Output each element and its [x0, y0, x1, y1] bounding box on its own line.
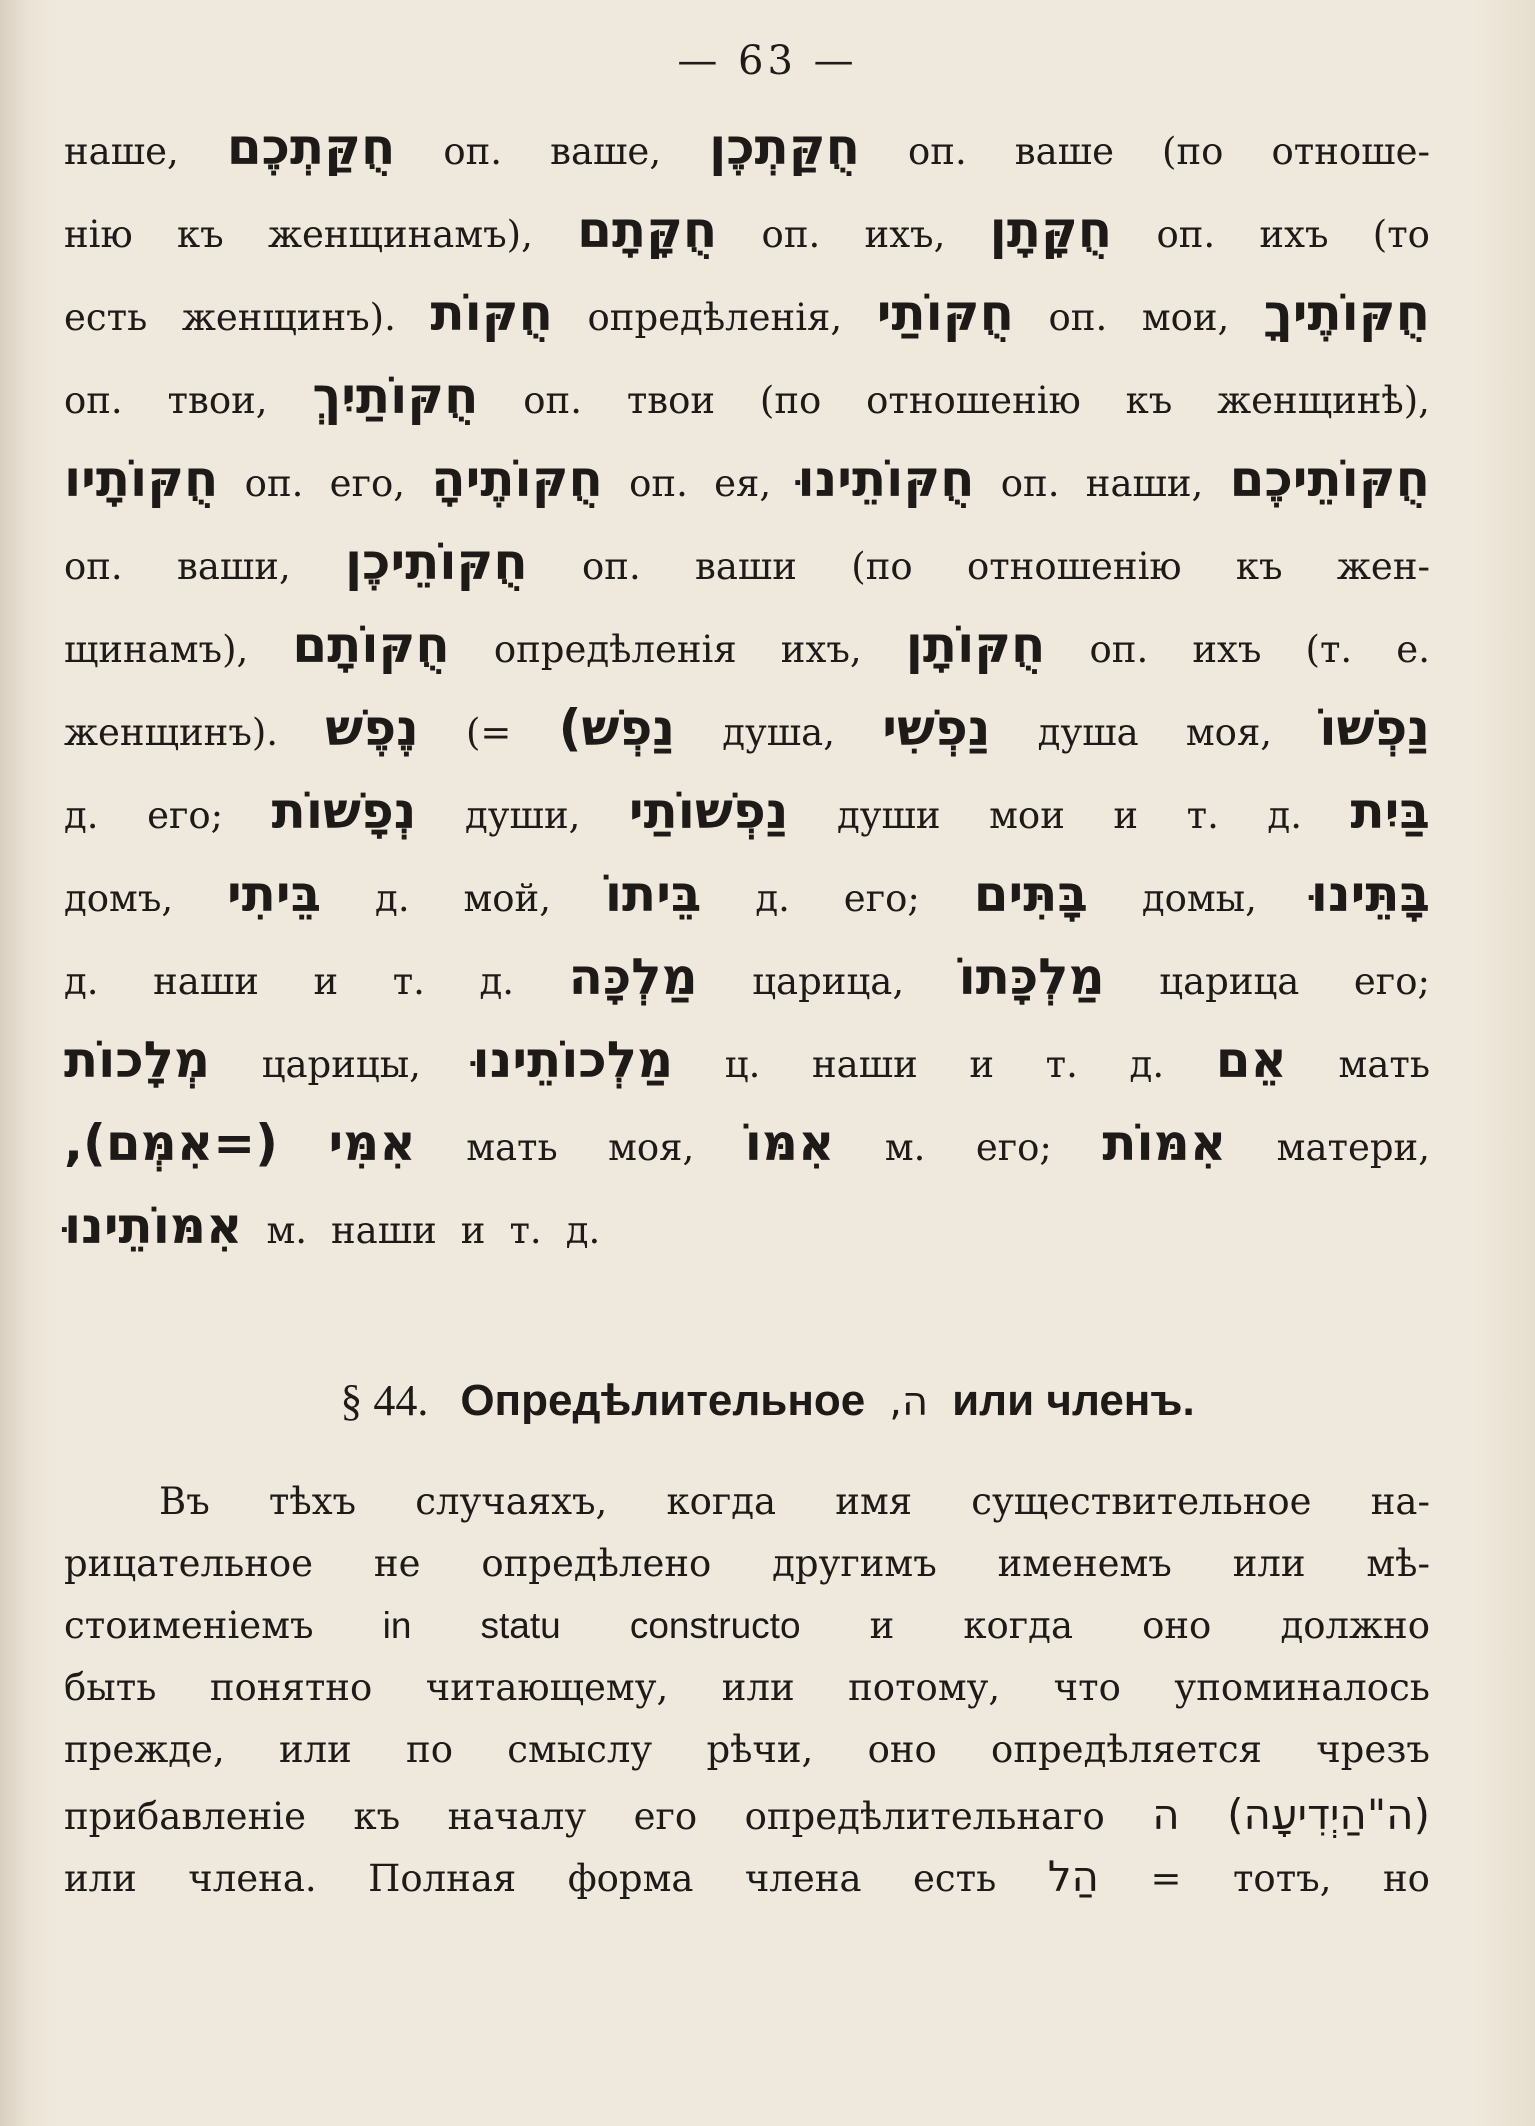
word: домъ,: [64, 877, 174, 920]
hebrew-word: אֵם: [1215, 1031, 1287, 1089]
word: д.: [479, 960, 515, 1003]
word: ваше,: [550, 130, 662, 173]
word: т.: [1186, 794, 1219, 837]
word: по: [406, 1728, 453, 1771]
word: его;: [975, 1126, 1052, 1169]
hebrew-word: מַלְכוֹתֵינוּ: [472, 1031, 674, 1089]
text-line: [64, 367, 1430, 450]
word: оп.: [64, 379, 123, 422]
word: женщинъ).: [181, 296, 396, 339]
word: оп.: [523, 379, 582, 422]
text-line: [64, 201, 1430, 284]
word: рицательное: [64, 1542, 314, 1585]
word: или: [278, 1728, 352, 1771]
hebrew-word: הַל: [1047, 1852, 1099, 1901]
word: constructo: [629, 1605, 801, 1646]
text-line: [64, 284, 1430, 367]
hebrew-word: נֶפֶשׁ: [325, 699, 419, 757]
word: царица,: [752, 960, 905, 1003]
word: смыслу: [507, 1728, 653, 1771]
hebrew-word: (ה"הַיְדִיעָה): [1227, 1790, 1430, 1839]
hebrew-word: בָּתֵּינוּ: [1310, 865, 1430, 923]
word: тотъ,: [1232, 1857, 1332, 1900]
word: нію: [64, 213, 133, 256]
word: наши: [811, 1043, 918, 1086]
hebrew-word: מַלְכָּה: [568, 948, 698, 1006]
paragraph-definite-article: [64, 1480, 1430, 1914]
text-line: [64, 1604, 1430, 1666]
text-line: [64, 1666, 1430, 1728]
word: и: [969, 1043, 995, 1086]
hebrew-word: אִמּוֹ: [744, 1114, 835, 1172]
word: когда: [963, 1604, 1074, 1647]
text-line: [64, 865, 1430, 948]
word: или: [64, 1857, 137, 1900]
word: опредѣлительнаго: [744, 1795, 1105, 1838]
word: м.: [884, 1126, 926, 1169]
word: отношенію: [966, 545, 1182, 588]
word: наши: [331, 1209, 437, 1252]
word: твои: [626, 379, 716, 422]
word: случаяхъ,: [415, 1480, 608, 1523]
word: но: [1382, 1857, 1430, 1900]
word: д.: [1129, 1043, 1165, 1086]
word: началу: [447, 1795, 587, 1838]
hebrew-word: נַפְשׁוֹתַי: [628, 782, 789, 840]
hebrew-word: אִמּוֹת: [1102, 1114, 1227, 1172]
word: опредѣлено: [481, 1542, 712, 1585]
word: къ: [1235, 545, 1283, 588]
hebrew-word: חֻקּוֹתַי: [876, 284, 1014, 342]
word: оп.: [1156, 213, 1216, 256]
word: и: [869, 1604, 895, 1647]
word: его;: [843, 877, 920, 920]
text-line: [64, 699, 1430, 782]
word: ваши,: [177, 545, 291, 588]
word: наши,: [1085, 462, 1204, 505]
word: женщинъ).: [64, 711, 279, 754]
word: имя: [835, 1480, 913, 1523]
paragraph-continued: [64, 118, 1430, 1280]
word: есть: [64, 296, 148, 339]
hebrew-word: בֵּיתִי: [227, 865, 322, 923]
hebrew-word: חֻקּוֹתֵיכֶן: [345, 533, 528, 591]
word: тѣхъ: [268, 1480, 357, 1523]
word: къ: [353, 1795, 401, 1838]
word: оп.: [761, 213, 821, 256]
word: и: [460, 1209, 486, 1252]
word: наше,: [64, 130, 179, 173]
word: е.: [1396, 628, 1430, 671]
word: ихъ: [1192, 628, 1262, 671]
word: наши: [153, 960, 259, 1003]
word: или: [721, 1666, 795, 1709]
word: форма: [567, 1857, 694, 1900]
word: (по: [851, 545, 913, 588]
section-heading: [0, 1375, 1535, 1426]
word: Въ: [159, 1480, 210, 1523]
word: именемъ: [997, 1542, 1172, 1585]
hebrew-word: חֻקּוֹתַיִךְ: [312, 367, 479, 425]
text-line: [64, 1480, 1430, 1542]
word: д.: [64, 960, 99, 1003]
hebrew-word: חֻקַּתְכֶם: [226, 118, 396, 176]
word: потому,: [848, 1666, 1001, 1709]
word: его;: [147, 794, 224, 837]
word: и: [1113, 794, 1139, 837]
hebrew-word: חֻקָּתָם: [577, 201, 718, 259]
hebrew-word: בֵּיתוֹ: [604, 865, 702, 923]
word: мать: [1338, 1043, 1430, 1086]
word: рѣчи,: [706, 1728, 814, 1771]
word: моя,: [1185, 711, 1273, 754]
word: ихъ,: [780, 628, 862, 671]
word: души,: [465, 794, 581, 837]
hebrew-word: אִמּוֹתֵינוּ: [64, 1197, 243, 1255]
section-number: § 44.: [340, 1376, 429, 1425]
word: мои: [989, 794, 1065, 837]
word: д.: [565, 1209, 601, 1252]
text-line: [64, 1728, 1430, 1790]
word: моя,: [608, 1126, 695, 1169]
word: и: [313, 960, 339, 1003]
word: д.: [64, 794, 99, 837]
word: д.: [755, 877, 790, 920]
word: читающему,: [425, 1666, 669, 1709]
word: царица: [1159, 960, 1300, 1003]
hebrew-word: חֻקּוֹתֶיךָ: [1263, 284, 1430, 342]
word: Полная: [368, 1857, 517, 1900]
word: другимъ: [772, 1542, 937, 1585]
hebrew-word: (=אִמְּם),: [64, 1114, 278, 1172]
text-line: [64, 1542, 1430, 1604]
word: мѣ-: [1366, 1542, 1430, 1585]
word: прибавленіе: [64, 1795, 306, 1838]
word: т.: [509, 1209, 542, 1252]
heading-hebrew-letter: ה,: [889, 1379, 929, 1425]
word: отношенію: [866, 379, 1081, 422]
word: опредѣляется: [991, 1728, 1262, 1771]
word: (т.: [1305, 628, 1353, 671]
word: мои,: [1141, 296, 1230, 339]
hebrew-word: ה: [1152, 1790, 1180, 1839]
word: члена: [744, 1857, 862, 1900]
hebrew-word: בָּתִּים: [973, 865, 1088, 923]
word: оно: [867, 1728, 937, 1771]
word: душа,: [722, 711, 835, 754]
word: прежде,: [64, 1728, 225, 1771]
text-line: [64, 1031, 1430, 1114]
hebrew-word: מַלְכָּתוֹ: [958, 948, 1105, 1006]
word: его,: [329, 462, 405, 505]
text-line: [64, 118, 1430, 201]
hebrew-word: חֻקַּתְכֶן: [709, 118, 860, 176]
hebrew-word: חֻקּוֹתֵינוּ: [797, 450, 975, 508]
hebrew-word: חֻקּוֹתָם: [292, 616, 450, 674]
hebrew-word: חֻקָּתָן: [989, 201, 1113, 259]
word: оп.: [443, 130, 503, 173]
word: женщинѣ),: [1217, 379, 1430, 422]
word: щинамъ),: [64, 628, 249, 671]
text-line: [64, 948, 1430, 1031]
page-number: — 63 —: [677, 38, 858, 84]
word: =: [1150, 1857, 1182, 1900]
text-line: [64, 450, 1430, 533]
word: души: [836, 794, 941, 837]
word: члена.: [188, 1857, 317, 1900]
word: должно: [1280, 1604, 1430, 1647]
heading-title-part1: Опредѣлительное: [460, 1376, 866, 1425]
hebrew-word: חֻקּוֹתָיו: [64, 450, 219, 508]
hebrew-word: נַפְשִׁי: [882, 699, 991, 757]
word: быть: [64, 1666, 157, 1709]
word: ихъ,: [864, 213, 946, 256]
word: жен-: [1336, 545, 1430, 588]
hebrew-word: נְפָשׁוֹת: [271, 782, 417, 840]
word: стоименіемъ: [64, 1604, 314, 1647]
word: его: [633, 1795, 698, 1838]
word: женщинамъ),: [267, 213, 533, 256]
word: не: [373, 1542, 421, 1585]
word: отноше-: [1271, 130, 1430, 173]
hebrew-word: מְלָכוֹת: [64, 1031, 211, 1089]
word: мать: [466, 1126, 558, 1169]
word: ваше: [1014, 130, 1114, 173]
word: т.: [392, 960, 425, 1003]
word: твои,: [167, 379, 268, 422]
word: (по: [1162, 130, 1224, 173]
word: къ: [177, 213, 224, 256]
word: на-: [1370, 1480, 1430, 1523]
heading-title-part2: или членъ.: [952, 1376, 1195, 1425]
word: къ: [1125, 379, 1173, 422]
word: in: [382, 1605, 412, 1646]
word: ваши: [695, 545, 797, 588]
word: опредѣленія: [493, 628, 737, 671]
word: д.: [1267, 794, 1302, 837]
word: существительное: [971, 1480, 1312, 1523]
word: упоминалось: [1174, 1666, 1430, 1709]
hebrew-word: בַּיִת: [1350, 782, 1430, 840]
word: матери,: [1276, 1126, 1430, 1169]
word: оп.: [1048, 296, 1108, 339]
word: мой,: [463, 877, 551, 920]
word: оно: [1142, 1604, 1212, 1647]
hebrew-word: חֻקּוֹתָן: [905, 616, 1046, 674]
word: домы,: [1141, 877, 1257, 920]
word: или: [1232, 1542, 1306, 1585]
word: оп.: [244, 462, 304, 505]
word: оп.: [64, 545, 123, 588]
word: его;: [1353, 960, 1430, 1003]
text-line: [64, 1197, 1430, 1280]
word: ихъ: [1259, 213, 1329, 256]
text-line: [64, 533, 1430, 616]
text-line: [64, 1790, 1430, 1852]
word: оп.: [629, 462, 688, 505]
word: оп.: [908, 130, 967, 173]
text-line: [64, 1114, 1430, 1197]
hebrew-word: נַפְשׁ): [558, 699, 675, 757]
hebrew-word: חֻקּוֹתֵיכֶם: [1229, 450, 1430, 508]
word: царицы,: [261, 1043, 421, 1086]
word: оп.: [582, 545, 641, 588]
word: д.: [375, 877, 410, 920]
hebrew-word: אִמִּי: [328, 1114, 416, 1172]
word: когда: [666, 1480, 777, 1523]
hebrew-word: נַפְשׁוֹ: [1319, 699, 1430, 757]
word: оп.: [1000, 462, 1060, 505]
word: ея,: [714, 462, 772, 505]
word: что: [1053, 1666, 1121, 1709]
word: ц.: [724, 1043, 761, 1086]
word: душа: [1037, 711, 1139, 754]
word: т.: [1045, 1043, 1078, 1086]
word: понятно: [209, 1666, 373, 1709]
text-line: [64, 616, 1430, 699]
text-line: [64, 782, 1430, 865]
word: м.: [266, 1209, 307, 1252]
hebrew-word: חֻקּוֹת: [430, 284, 553, 342]
word: (по: [759, 379, 822, 422]
word: оп.: [1089, 628, 1149, 671]
word: есть: [912, 1857, 997, 1900]
word: (=: [466, 711, 512, 754]
hebrew-word: חֻקּוֹתֶיהָ: [431, 450, 603, 508]
word: опредѣленія,: [587, 296, 843, 339]
word: (то: [1372, 213, 1430, 256]
text-line: [64, 1852, 1430, 1914]
word: statu: [480, 1605, 561, 1646]
word: чрезъ: [1316, 1728, 1430, 1771]
